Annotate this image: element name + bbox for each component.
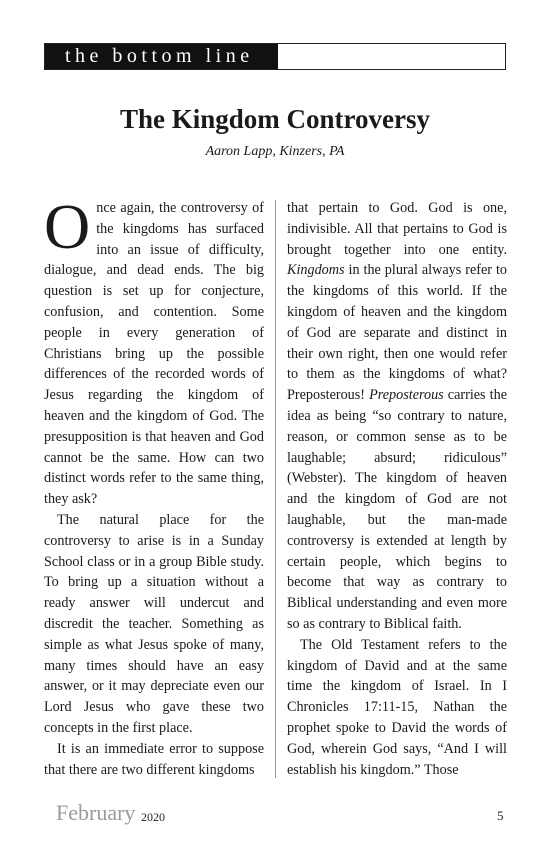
page-number: 5 <box>497 808 504 823</box>
footer-year: 2020 <box>141 810 165 824</box>
article-byline: Aaron Lapp, Kinzers, PA <box>205 144 345 159</box>
footer-month: February <box>56 800 136 825</box>
paragraph-text: that pertain to God. God is one, indivisible. All that pertains to God is brought together into one entity. <box>287 200 507 258</box>
body-column-left <box>44 191 264 780</box>
body-column-right <box>287 198 507 780</box>
section-header <box>44 43 506 70</box>
paragraph-text: nce again, the controversy of the kingdoms has surfaced into an issue of difficulty, dialogue, and dead ends. The big question is set up for conjecture, confusion, and contention. Some people in every generation of Christians bring up the possible differences of the recorded words of Jesus regarding the kingdom of heaven and the kingdom of God. The presupposition is that heaven and God cannot be the same. How can two distinct words refer to the same thing, they ask? <box>44 200 264 508</box>
paragraph: The natural place for the controversy to arise is in a Sunday School class or in a group Bible study. To bring up a situation without a ready answer will undercut and discredit the teacher. Something as simple as what Jesus spoke of many, many times should have an easy answer, or it may depreciate even our Lord Jesus who gave these two concepts in the first place. <box>44 511 264 736</box>
section-label: the bottom line <box>45 44 278 69</box>
italic-term: Preposterous <box>369 387 444 404</box>
article-title: The Kingdom Controversy <box>119 104 430 134</box>
paragraph-text: in the plural always refer to the kingdoms of this world. If the kingdom of heaven and the kingdom of God are separate and distinct in their own right, then one would refer to them as the kingdoms of what? Preposterous! <box>287 262 507 404</box>
paragraph: It is an immediate error to suppose that there are two different kingdoms <box>44 740 264 778</box>
paragraph: The Old Testament refers to the kingdom of David and at the same time the kingdom of Israel. In I Chronicles 17:11-15, Nathan the prophet spoke to David the words of God, wherein God says, “And I will establish his kingdom.” Those <box>287 636 507 778</box>
paragraph-text: carries the idea as being “so contrary to nature, reason, or common sense as to be laughable; absurd; ridiculous” (Webster). The kingdom of heaven and the kingdom of God are not laughable, but the man-made controversy is extended at length by certain people, which begins to become that way as contrary to Biblical understanding and even more so as contrary to Biblical faith. <box>287 387 507 632</box>
paragraph <box>287 198 507 635</box>
column-divider <box>275 200 276 778</box>
italic-term: Kingdoms <box>287 262 345 279</box>
drop-cap: O <box>44 191 91 262</box>
paragraph <box>44 191 264 510</box>
